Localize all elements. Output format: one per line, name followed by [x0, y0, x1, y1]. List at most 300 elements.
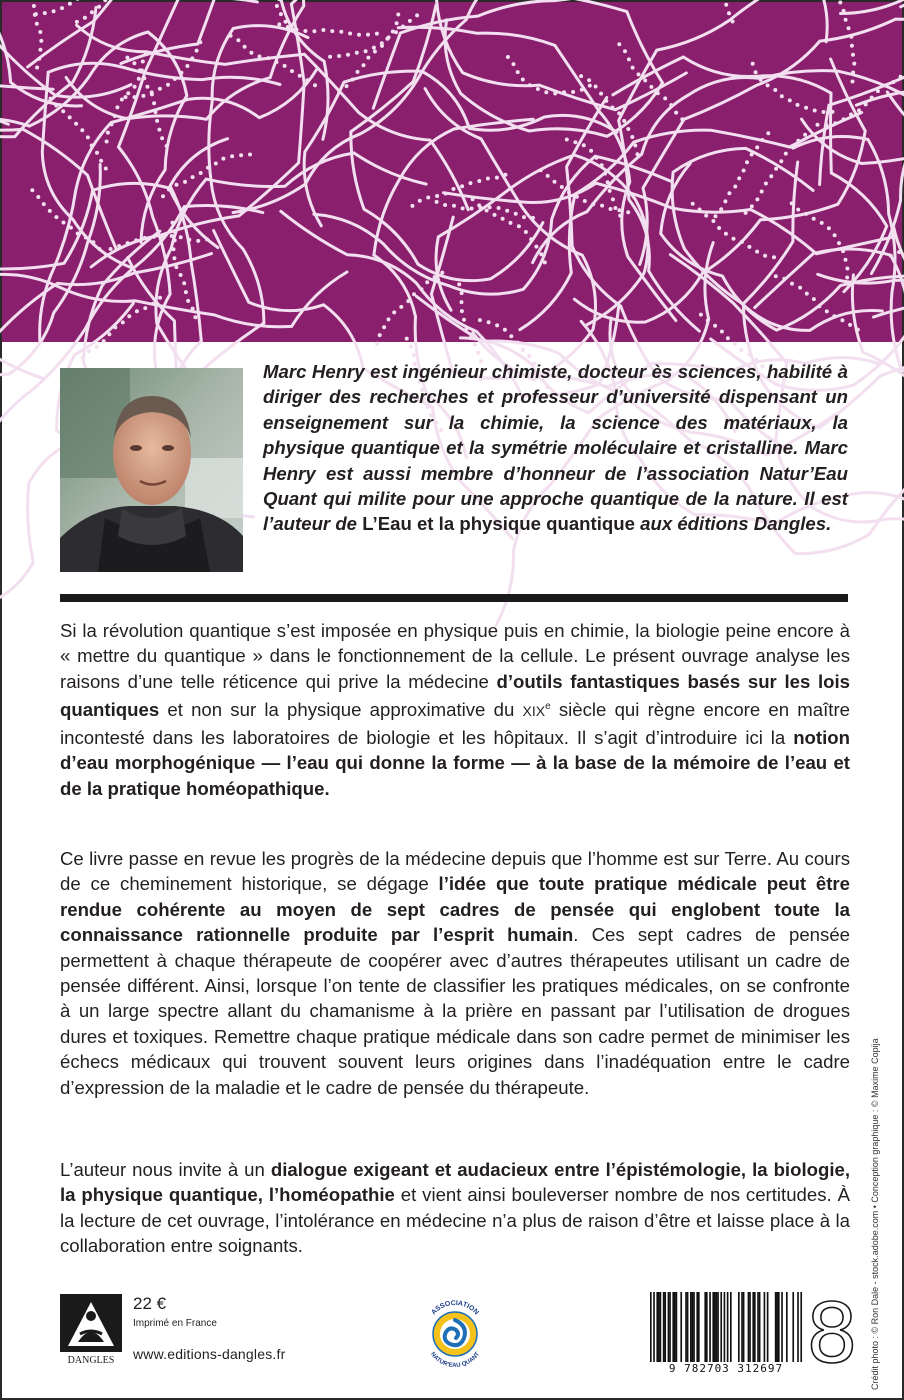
- pattern-dot: [782, 277, 786, 281]
- pattern-dot: [774, 274, 778, 278]
- pattern-dot: [283, 64, 287, 68]
- pattern-dot: [90, 10, 94, 14]
- barcode-bar: [759, 1292, 761, 1362]
- pattern-dot: [38, 48, 42, 52]
- pattern-dot: [755, 145, 759, 149]
- pattern-dot: [97, 5, 101, 9]
- pattern-dot: [841, 249, 845, 253]
- pattern-dot: [172, 247, 176, 251]
- pattern-dot: [74, 122, 78, 126]
- pattern-dot: [277, 22, 281, 26]
- pattern-dot: [38, 30, 42, 34]
- barcode-bar: [656, 1292, 658, 1362]
- pattern-dot: [813, 109, 817, 113]
- pattern-dot: [876, 89, 880, 93]
- pattern-dot: [152, 101, 156, 105]
- pattern-dot: [769, 174, 773, 178]
- pattern-dot: [521, 348, 525, 352]
- pattern-dot: [562, 90, 566, 94]
- pattern-dot: [870, 96, 874, 100]
- pattern-dot: [236, 38, 240, 42]
- bio-book-title: L’Eau et la physique quantique: [362, 513, 635, 535]
- pattern-dot: [553, 180, 557, 184]
- pattern-dot: [306, 78, 310, 82]
- pattern-dot: [613, 206, 617, 210]
- pattern-dot: [182, 281, 186, 285]
- pattern-dot: [543, 260, 547, 264]
- pattern-dot: [42, 202, 46, 206]
- pattern-dot: [766, 131, 770, 135]
- pattern-dot: [604, 99, 608, 103]
- pattern-dot: [37, 57, 41, 61]
- pattern-dot: [132, 61, 136, 65]
- pattern-dot: [603, 172, 607, 176]
- pattern-dot: [618, 214, 622, 218]
- barcode-bar: [660, 1292, 662, 1362]
- p1-bold-1: d’outils fantastiques basés sur les lois quantiques: [60, 670, 850, 721]
- barcode-bar: [752, 1292, 754, 1362]
- pattern-dot: [763, 254, 767, 258]
- pattern-dot: [43, 11, 47, 15]
- pattern-dot: [460, 300, 464, 304]
- pattern-dot: [477, 179, 481, 183]
- pattern-dot: [742, 169, 746, 173]
- barcode-bar: [692, 1292, 694, 1362]
- pattern-dot: [364, 49, 368, 53]
- pattern-dot: [117, 244, 121, 248]
- pattern-dot: [509, 334, 513, 338]
- pattern-dot: [838, 1, 842, 5]
- pattern-dot: [35, 22, 39, 26]
- barcode-bar: [709, 1292, 711, 1362]
- pattern-dot: [714, 214, 718, 218]
- pattern-dot: [412, 353, 416, 357]
- pattern-dot: [410, 204, 414, 208]
- pattern-dot: [54, 104, 58, 108]
- pattern-dot: [249, 51, 253, 55]
- pattern-dot: [583, 199, 587, 203]
- pattern-dot: [844, 18, 848, 22]
- barcode-bar: [786, 1292, 788, 1362]
- pattern-dot: [110, 122, 114, 126]
- pattern-dot: [206, 166, 210, 170]
- pattern-dot: [198, 40, 202, 44]
- pattern-dot: [275, 60, 279, 64]
- p1-text-3: siècle qui règne encore en maître incontesté dans les laboratoires de biologie et les hôpitaux. Il s’agit d’introduire ici la: [60, 699, 850, 748]
- pattern-dot: [460, 184, 464, 188]
- pattern-dot: [529, 237, 533, 241]
- barcode-bar: [663, 1292, 665, 1362]
- barcode-bar: [757, 1292, 759, 1362]
- pattern-dot: [608, 189, 612, 193]
- pattern-dot: [849, 35, 853, 39]
- pattern-dot: [731, 20, 735, 24]
- pattern-dot: [460, 291, 464, 295]
- pattern-dot: [691, 202, 695, 206]
- pattern-dot: [831, 110, 835, 114]
- pattern-dot: [83, 16, 87, 20]
- pattern-dot: [275, 4, 279, 8]
- pattern-dot: [154, 110, 158, 114]
- barcode-bar: [698, 1292, 700, 1362]
- isbn-digits: 9 782703 312697: [668, 1362, 784, 1375]
- pattern-dot: [506, 55, 510, 59]
- pattern-dot: [663, 96, 667, 100]
- pattern-dot: [133, 85, 137, 89]
- pattern-dot: [851, 53, 855, 57]
- pattern-dot: [54, 215, 58, 219]
- pattern-dot: [190, 56, 194, 60]
- pattern-dot: [844, 258, 848, 262]
- barcode-bar: [727, 1292, 729, 1362]
- author-biography: [263, 359, 848, 537]
- publisher-logo-text: DANGLES: [67, 1355, 115, 1366]
- category-numeral: [805, 1287, 859, 1382]
- pattern-dot: [91, 240, 95, 244]
- pattern-dot: [171, 221, 175, 225]
- pattern-dot: [579, 74, 583, 78]
- pattern-dot: [754, 70, 758, 74]
- p3-text-1: L’auteur nous invite à un: [60, 1159, 271, 1180]
- barcode-bar: [687, 1292, 689, 1362]
- pattern-dot: [766, 83, 770, 87]
- pattern-dot: [517, 224, 521, 228]
- barcode-bar: [775, 1292, 777, 1362]
- pattern-dot: [62, 221, 66, 225]
- pattern-dot: [49, 97, 53, 101]
- pattern-dot: [726, 336, 730, 340]
- pattern-dot: [229, 34, 233, 38]
- pattern-dot: [487, 320, 491, 324]
- pattern-dot: [575, 195, 579, 199]
- pattern-dot: [493, 213, 497, 217]
- pattern-dot: [812, 217, 816, 221]
- pattern-dot: [733, 342, 737, 346]
- pattern-dot: [330, 29, 334, 33]
- pattern-dot: [170, 234, 174, 238]
- pattern-dot: [674, 111, 678, 115]
- pattern-dot: [366, 56, 370, 60]
- pattern-dot: [32, 4, 36, 8]
- pattern-dot: [161, 194, 165, 198]
- pattern-dot: [392, 310, 396, 314]
- pattern-dot: [850, 44, 854, 48]
- pattern-dot: [796, 103, 800, 107]
- pattern-dot: [599, 92, 603, 96]
- pattern-dot: [784, 152, 788, 156]
- pattern-dot: [503, 173, 507, 177]
- barcode-bar: [748, 1292, 750, 1362]
- pattern-dot: [582, 143, 586, 147]
- barcode-bar: [664, 1292, 666, 1362]
- pattern-dot: [622, 119, 626, 123]
- pattern-dot: [35, 66, 39, 70]
- pattern-dot: [348, 32, 352, 36]
- pattern-dot: [152, 235, 156, 239]
- pattern-dot: [183, 180, 187, 184]
- pattern-dot: [755, 250, 759, 254]
- pattern-dot: [588, 84, 592, 88]
- pattern-dot: [158, 87, 162, 91]
- pattern-dot: [565, 138, 569, 142]
- pattern-dot: [121, 320, 125, 324]
- pattern-dot: [594, 85, 598, 89]
- pattern-dot: [460, 309, 464, 313]
- barcode-bar: [754, 1292, 756, 1362]
- pattern-dot: [656, 91, 660, 95]
- pattern-dot: [160, 136, 164, 140]
- barcode-bar: [778, 1292, 780, 1362]
- pattern-dot: [286, 25, 290, 29]
- pattern-dot: [539, 168, 543, 172]
- pattern-dot: [699, 313, 703, 317]
- pattern-dot: [395, 21, 399, 25]
- pattern-dot: [109, 247, 113, 251]
- pattern-dot: [298, 74, 302, 78]
- pattern-dot: [166, 83, 170, 87]
- pattern-dot: [68, 115, 72, 119]
- barcode-bar: [792, 1292, 794, 1362]
- pattern-dot: [313, 83, 317, 87]
- pattern-dot: [124, 95, 128, 99]
- pattern-dot: [851, 80, 855, 84]
- pattern-dot: [779, 159, 783, 163]
- pattern-dot: [45, 88, 49, 92]
- pattern-dot: [759, 78, 763, 82]
- pattern-dot: [158, 296, 162, 300]
- barcode-bar: [653, 1292, 655, 1362]
- pattern-dot: [637, 72, 641, 76]
- pattern-dot: [433, 275, 437, 279]
- barcode-bar: [800, 1292, 802, 1362]
- pattern-dot: [611, 106, 615, 110]
- pattern-dot: [820, 221, 824, 225]
- pattern-dot: [747, 352, 751, 356]
- pattern-dot: [527, 354, 531, 358]
- pattern-dot: [120, 98, 124, 102]
- pattern-dot: [140, 68, 144, 72]
- pattern-dot: [86, 135, 90, 139]
- pattern-dot: [856, 328, 860, 332]
- p1-text-1: Si la révolution quantique s’est imposée en physique puis en chimie, la biologie peine encore à « mettre du quantique » dans le fonctionnement de la cellule. Le présent ouvrage analyse les raisons d’une telle réticence qui prive la médecine: [60, 620, 850, 692]
- pattern-dot: [750, 153, 754, 157]
- pattern-dot: [412, 292, 416, 296]
- pattern-dot: [780, 94, 784, 98]
- p2-bold-1: l’idée que toute pratique médicale peut être rendue cohérente au moyen de sept cadres de pensée qui englobent toute la connaissance rationnelle produite par l’esprit humain: [60, 873, 851, 946]
- pattern-dot: [727, 191, 731, 195]
- pattern-dot: [179, 71, 183, 75]
- pattern-dot: [747, 245, 751, 249]
- barcode-bar: [669, 1292, 671, 1362]
- pattern-dot: [803, 133, 807, 137]
- pattern-dot: [284, 20, 288, 24]
- pattern-dot: [134, 238, 138, 242]
- barcode-bar: [706, 1292, 708, 1362]
- pattern-dot: [606, 180, 610, 184]
- pattern-dot: [357, 33, 361, 37]
- pattern-dot: [760, 138, 764, 142]
- blurb-paragraph-2: [60, 846, 850, 1100]
- pattern-dot: [764, 182, 768, 186]
- pattern-dot: [375, 32, 379, 36]
- pattern-dot: [804, 212, 808, 216]
- pattern-dot: [36, 195, 40, 199]
- pattern-dot: [842, 9, 846, 13]
- pattern-dot: [355, 51, 359, 55]
- pattern-dot: [516, 341, 520, 345]
- pattern-dot: [356, 70, 360, 74]
- pattern-dot: [595, 156, 599, 160]
- barcode-bar: [717, 1292, 719, 1362]
- pattern-dot: [845, 276, 849, 280]
- pattern-dot: [76, 0, 80, 1]
- pattern-dot: [897, 250, 901, 254]
- pattern-dot: [536, 87, 540, 91]
- pattern-dot: [337, 89, 341, 93]
- pattern-dot: [751, 62, 755, 66]
- pattern-dot: [435, 200, 439, 204]
- barcode-bar: [685, 1292, 687, 1362]
- pattern-dot: [724, 3, 728, 7]
- pattern-dot: [420, 287, 424, 291]
- pattern-dot: [221, 157, 225, 161]
- pattern-dot: [711, 219, 715, 223]
- pattern-dot: [184, 290, 188, 294]
- pattern-dot: [851, 71, 855, 75]
- pattern-dot: [113, 325, 117, 329]
- pattern-dot: [303, 29, 307, 33]
- barcode-bar: [690, 1292, 692, 1362]
- pattern-dot: [84, 236, 88, 240]
- pattern-dot: [295, 28, 299, 32]
- pattern-dot: [521, 78, 525, 82]
- pattern-dot: [61, 109, 65, 113]
- pattern-dot: [68, 2, 72, 6]
- pattern-dot: [833, 121, 837, 125]
- barcode-bar: [743, 1292, 745, 1362]
- pattern-dot: [528, 83, 532, 87]
- pattern-dot: [631, 66, 635, 70]
- barcode-bar: [650, 1292, 652, 1362]
- pattern-dot: [827, 226, 831, 230]
- pattern-dot: [380, 44, 384, 48]
- pattern-dot: [30, 188, 34, 192]
- pattern-dot: [845, 267, 849, 271]
- pattern-dot: [553, 92, 557, 96]
- pattern-dot: [144, 51, 148, 55]
- pattern-dot: [440, 271, 444, 275]
- pattern-dot: [723, 199, 727, 203]
- pattern-dot: [415, 13, 419, 17]
- pattern-dot: [805, 292, 809, 296]
- pattern-dot: [95, 151, 99, 155]
- barcode-bar: [716, 1292, 718, 1362]
- pattern-dot: [495, 176, 499, 180]
- pattern-dot: [732, 237, 736, 241]
- pattern-dot: [165, 144, 169, 148]
- pattern-dot: [80, 128, 84, 132]
- pattern-dot: [104, 253, 108, 257]
- pattern-dot: [573, 140, 577, 144]
- pattern-dot: [497, 206, 501, 210]
- pattern-dot: [107, 332, 111, 336]
- pattern-dot: [87, 349, 91, 353]
- pattern-dot: [179, 235, 183, 239]
- pattern-dot: [443, 203, 447, 207]
- pattern-dot: [719, 207, 723, 211]
- pattern-dot: [406, 299, 410, 303]
- pattern-dot: [852, 62, 856, 66]
- pattern-dot: [825, 309, 829, 313]
- pattern-dot: [744, 211, 748, 215]
- pattern-dot: [626, 127, 630, 131]
- pattern-dot: [409, 345, 413, 349]
- pattern-dot: [452, 187, 456, 191]
- pattern-dot: [617, 208, 621, 212]
- author-photo: [60, 368, 243, 572]
- pattern-dot: [366, 33, 370, 37]
- pattern-dot: [362, 63, 366, 67]
- pattern-dot: [773, 88, 777, 92]
- bio-text-1: Marc Henry est ingénieur chimiste, docteur ès sciences, habilité à diriger des recherches et professeur d’université dispensant un enseignement sur la chimie, la science des matériaux, la physique quantique et la symétrie moléculaire et cristalline. Marc Henry est aussi membre d’honneur de l’association Natur’Eau Quant qui milite pour une approche quantique de la nature. Il est l’auteur de: [263, 361, 848, 535]
- pattern-dot: [145, 85, 149, 89]
- pattern-dot: [191, 175, 195, 179]
- barcode-bar: [764, 1292, 766, 1362]
- barcode-bar: [738, 1292, 740, 1362]
- barcode-bar: [674, 1292, 676, 1362]
- pattern-dot: [750, 204, 754, 208]
- pattern-dot: [512, 62, 516, 66]
- pattern-dot: [817, 304, 821, 308]
- pattern-dot: [478, 318, 482, 322]
- photo-credits: Crédit photo : © Ron Dale - stock.adobe.com • Conception graphique : © Maxime Copija: [870, 1038, 880, 1390]
- publisher-website: www.editions-dangles.fr: [133, 1346, 286, 1362]
- barcode-bar: [720, 1292, 722, 1362]
- pattern-dot: [544, 90, 548, 94]
- blurb-paragraph-1: [60, 618, 850, 801]
- pattern-dot: [832, 314, 836, 318]
- pattern-dot: [633, 144, 637, 148]
- barcode-bar: [676, 1292, 678, 1362]
- pattern-dot: [157, 128, 161, 132]
- pattern-dot: [391, 30, 395, 34]
- pattern-dot: [501, 217, 505, 221]
- pattern-dot: [103, 0, 107, 2]
- p3-bold-1: dialogue exigeant et audacieux entre l’épistémologie, la biologie, la physique quantique, l’homéopathie: [60, 1159, 851, 1206]
- pattern-dot: [179, 273, 183, 277]
- pattern-dot: [33, 13, 37, 17]
- pattern-dot: [97, 247, 101, 251]
- pattern-dot: [591, 202, 595, 206]
- pattern-dot: [857, 108, 861, 112]
- category-numeral-text: 8: [805, 1287, 859, 1382]
- pattern-dot: [580, 88, 584, 92]
- pattern-dot: [239, 153, 243, 157]
- pattern-dot: [623, 49, 627, 53]
- pattern-dot: [609, 207, 613, 211]
- pattern-dot: [127, 314, 131, 318]
- pattern-dot: [172, 256, 176, 260]
- pattern-dot: [522, 215, 526, 219]
- pattern-dot: [328, 55, 332, 59]
- barcode-bar: [714, 1292, 716, 1362]
- pattern-dot: [266, 56, 270, 60]
- pattern-dot: [617, 111, 621, 115]
- pattern-dot: [471, 197, 475, 201]
- pattern-dot: [457, 282, 461, 286]
- p2-text-2: . Ces sept cadres de pensée permettent à chaque thérapeute de coopérer avec d’autres thérapeutes utilisant un cadre de pensée différent. Ainsi, lorsque l’on tente de classifier les pratiques médicales, on se confronte à un large spectre allant du chamanisme à la prière en passant par l’utilisation de drogues dures et toxiques. Remettre chaque pratique médicale dans son cadre permet de minimiser les échecs médicaux qui trouvent souvent leurs origines dans l’inadéquation entre le cadre d’expression de la maladie et le cadre de pensée du thérapeute.: [60, 924, 851, 1098]
- pattern-dot: [150, 92, 154, 96]
